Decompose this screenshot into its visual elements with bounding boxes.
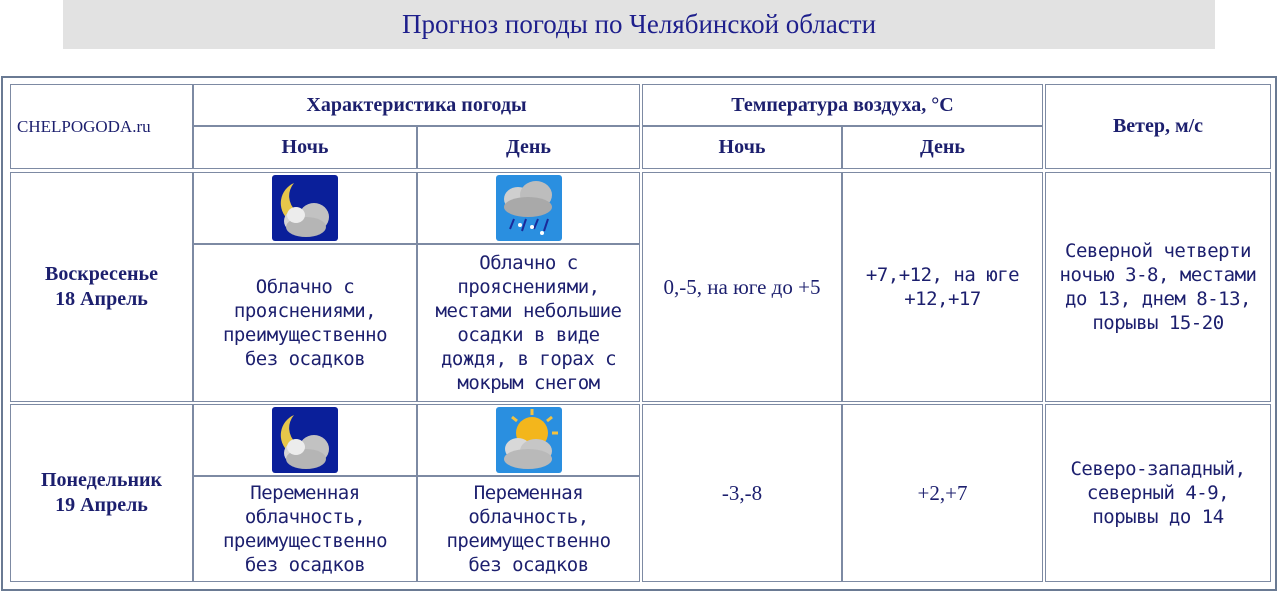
temp-day-header: День bbox=[842, 126, 1043, 169]
air-temp-header: Температура воздуха, °C bbox=[642, 84, 1043, 126]
night-icon-cell bbox=[193, 404, 417, 476]
night-cloudy-moon-icon bbox=[272, 175, 338, 241]
date: 18 Апрель bbox=[55, 288, 148, 310]
date-cell bbox=[10, 172, 193, 402]
weather-char-header: Характеристика погоды bbox=[193, 84, 640, 126]
temp-night-header: Ночь bbox=[642, 126, 842, 169]
wind-header: Ветер, м/с bbox=[1045, 84, 1271, 169]
day-icon-cell bbox=[417, 172, 640, 244]
night-cloudy-moon-icon bbox=[272, 407, 338, 473]
day-icon-cell bbox=[417, 404, 640, 476]
rain-snow-cloud-icon bbox=[496, 175, 562, 241]
forecast-table bbox=[1, 76, 1277, 591]
page-title: Прогноз погоды по Челябинской области bbox=[63, 0, 1215, 49]
date: 19 Апрель bbox=[55, 494, 148, 516]
night-icon-cell bbox=[193, 172, 417, 244]
site-name[interactable]: CHELPOGODA.ru bbox=[10, 84, 193, 169]
sun-behind-cloud-icon bbox=[496, 407, 562, 473]
temp-day-value: +2,+7 bbox=[842, 404, 1043, 582]
day-description: Облачно с прояснениями, местами небольшие осадки в виде дождя, в горах с мокрым снегом bbox=[417, 244, 640, 402]
night-description: Облачно с прояснениями, преимущественно без осадков bbox=[193, 244, 417, 402]
weather-day-header: День bbox=[417, 126, 640, 169]
temp-night-value: 0,-5, на юге до +5 bbox=[642, 172, 842, 402]
wind-value: Северной четверти ночью 3-8, местами до 13, днем 8-13, порывы 15-20 bbox=[1045, 172, 1271, 402]
night-description: Переменная облачность, преимущественно без осадков bbox=[193, 476, 417, 582]
weekday: Воскресенье bbox=[45, 263, 158, 285]
weather-night-header: Ночь bbox=[193, 126, 417, 169]
date-cell bbox=[10, 404, 193, 582]
temp-night-value: -3,-8 bbox=[642, 404, 842, 582]
weekday: Понедельник bbox=[40, 469, 163, 491]
day-description: Переменная облачность, преимущественно без осадков bbox=[417, 476, 640, 582]
wind-value: Северо-западный, северный 4-9, порывы до 14 bbox=[1045, 404, 1271, 582]
temp-day-value: +7,+12, на юге +12,+17 bbox=[842, 172, 1043, 402]
